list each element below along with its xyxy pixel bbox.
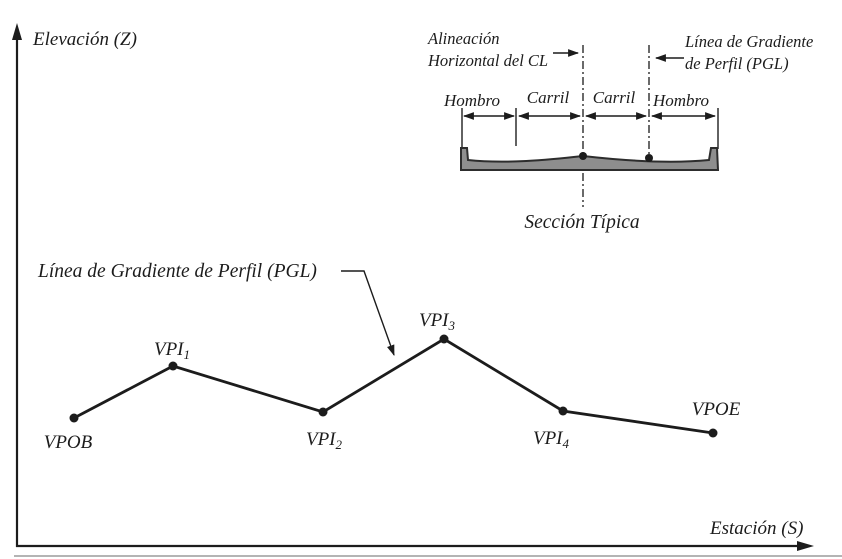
pavement-section	[461, 148, 718, 170]
inset-pgl-callout-line2: de Perfil (PGL)	[685, 54, 789, 73]
point-vpi4	[559, 407, 568, 416]
profile-line-group	[44, 310, 741, 453]
point-vpi1	[169, 362, 178, 371]
cl-callout-line2: Horizontal del CL	[428, 51, 549, 70]
y-axis-arrow-icon	[12, 23, 22, 40]
label-vpi3: $VPI_3$	[418, 310, 456, 333]
typical-section-inset	[427, 29, 813, 233]
dim-label-shoulder-left: Hombro	[443, 91, 501, 110]
x-axis-arrow-icon	[797, 541, 814, 551]
pgl-leader-arrow	[341, 271, 394, 355]
pgl-surface-dot	[645, 154, 653, 162]
label-vpoe: VPOE	[691, 399, 741, 420]
label-vpi2: $VPI_2$	[305, 429, 343, 452]
point-vpoe	[709, 429, 718, 438]
axes	[12, 23, 842, 556]
dim-label-lane-left: Carril	[526, 88, 570, 107]
y-axis-label: Elevación (Z)	[33, 29, 137, 50]
dim-label-lane-right: Carril	[592, 88, 636, 107]
pgl-callout	[37, 261, 394, 355]
inset-pgl-callout-line1: Línea de Gradiente	[685, 32, 814, 51]
point-vpi2	[319, 408, 328, 417]
point-vpi3	[440, 335, 449, 344]
cl-crown-dot	[579, 152, 587, 160]
cl-callout-line1: Alineación	[428, 29, 500, 48]
point-vpob	[70, 414, 79, 423]
label-vpi4: $VPI_4$	[532, 428, 570, 451]
section-caption: Sección Típica	[524, 212, 640, 233]
label-vpi1: $VPI_1$	[153, 339, 191, 362]
dim-label-shoulder-right: Hombro	[652, 91, 710, 110]
x-axis-label: Estación (S)	[710, 518, 804, 539]
pgl-callout-label: Línea de Gradiente de Perfil (PGL)	[38, 261, 317, 282]
label-vpob: VPOB	[43, 432, 93, 453]
